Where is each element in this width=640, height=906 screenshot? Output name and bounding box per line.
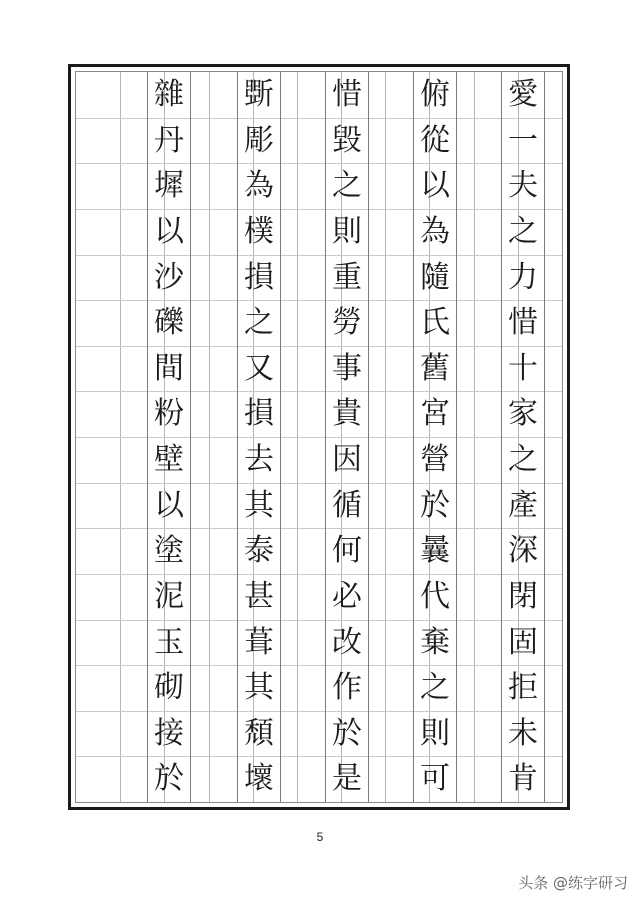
character-cell: 力	[508, 260, 538, 295]
character-cell: 以	[154, 488, 184, 523]
character-cell: 貴	[332, 396, 362, 431]
character-cell: 固	[508, 625, 538, 660]
character-cell: 改	[332, 625, 362, 660]
character-cell: 氏	[420, 305, 450, 340]
character-cell: 丹	[154, 123, 184, 158]
character-cell: 壞	[244, 761, 274, 796]
character-cell: 夫	[508, 168, 538, 203]
character-cell: 俯	[420, 77, 450, 112]
character-cell: 舊	[420, 351, 450, 386]
character-cell: 又	[244, 351, 274, 386]
character-cell: 棄	[420, 625, 450, 660]
character-cell: 以	[154, 214, 184, 249]
character-cell: 之	[420, 670, 450, 705]
page-number: 5	[316, 830, 324, 844]
character-cell: 曩	[420, 533, 450, 568]
page-frame	[68, 64, 570, 810]
character-cell: 之	[244, 305, 274, 340]
character-cell: 則	[332, 214, 362, 249]
character-cell: 頹	[244, 716, 274, 751]
character-cell: 砌	[154, 670, 184, 705]
character-cell: 沙	[154, 260, 184, 295]
character-cell: 之	[332, 168, 362, 203]
character-cell: 惜	[332, 77, 362, 112]
character-cell: 以	[420, 168, 450, 203]
character-cell: 甚	[244, 579, 274, 614]
character-cell: 肯	[508, 761, 538, 796]
character-cell: 損	[244, 260, 274, 295]
character-cell: 作	[332, 670, 362, 705]
character-cell: 損	[244, 396, 274, 431]
character-cell: 接	[154, 716, 184, 751]
character-cell: 深	[508, 533, 538, 568]
character-cell: 於	[332, 716, 362, 751]
character-cell: 循	[332, 488, 362, 523]
text-column	[413, 72, 457, 802]
character-cell: 因	[332, 442, 362, 477]
character-cell: 其	[244, 670, 274, 705]
character-cell: 則	[420, 716, 450, 751]
character-cell: 毀	[332, 123, 362, 158]
character-cell: 間	[154, 351, 184, 386]
character-cell: 是	[332, 761, 362, 796]
character-cell: 為	[244, 168, 274, 203]
character-cell: 何	[332, 533, 362, 568]
character-cell: 斲	[244, 77, 274, 112]
character-cell: 必	[332, 579, 362, 614]
character-cell: 之	[508, 442, 538, 477]
character-cell: 宮	[420, 396, 450, 431]
watermark-text: 头条 @练字研习	[518, 874, 628, 892]
character-cell: 雜	[154, 77, 184, 112]
character-cell: 從	[420, 123, 450, 158]
character-cell: 營	[420, 442, 450, 477]
text-column	[237, 72, 281, 802]
character-cell: 塗	[154, 533, 184, 568]
character-cell: 重	[332, 260, 362, 295]
text-column	[501, 72, 545, 802]
character-cell: 於	[420, 488, 450, 523]
character-cell: 於	[154, 761, 184, 796]
practice-grid	[76, 72, 562, 802]
character-cell: 玉	[154, 625, 184, 660]
character-cell: 之	[508, 214, 538, 249]
character-cell: 可	[420, 761, 450, 796]
character-cell: 去	[244, 442, 274, 477]
text-column	[147, 72, 191, 802]
character-cell: 墀	[154, 168, 184, 203]
character-cell: 樸	[244, 214, 274, 249]
character-cell: 葺	[244, 625, 274, 660]
character-cell: 事	[332, 351, 362, 386]
character-cell: 為	[420, 214, 450, 249]
character-cell: 彫	[244, 123, 274, 158]
character-cell: 勞	[332, 305, 362, 340]
character-cell: 拒	[508, 670, 538, 705]
character-cell: 未	[508, 716, 538, 751]
character-cell: 隨	[420, 260, 450, 295]
character-cell: 泰	[244, 533, 274, 568]
character-cell: 閉	[508, 579, 538, 614]
character-cell: 惜	[508, 305, 538, 340]
character-cell: 產	[508, 488, 538, 523]
character-cell: 壁	[154, 442, 184, 477]
character-cell: 十	[508, 351, 538, 386]
character-cell: 其	[244, 488, 274, 523]
character-cell: 粉	[154, 396, 184, 431]
character-cell: 礫	[154, 305, 184, 340]
text-column	[325, 72, 369, 802]
character-cell: 代	[420, 579, 450, 614]
character-cell: 泥	[154, 579, 184, 614]
character-cell: 愛	[508, 77, 538, 112]
character-cell: 家	[508, 396, 538, 431]
character-cell: 一	[508, 123, 538, 158]
